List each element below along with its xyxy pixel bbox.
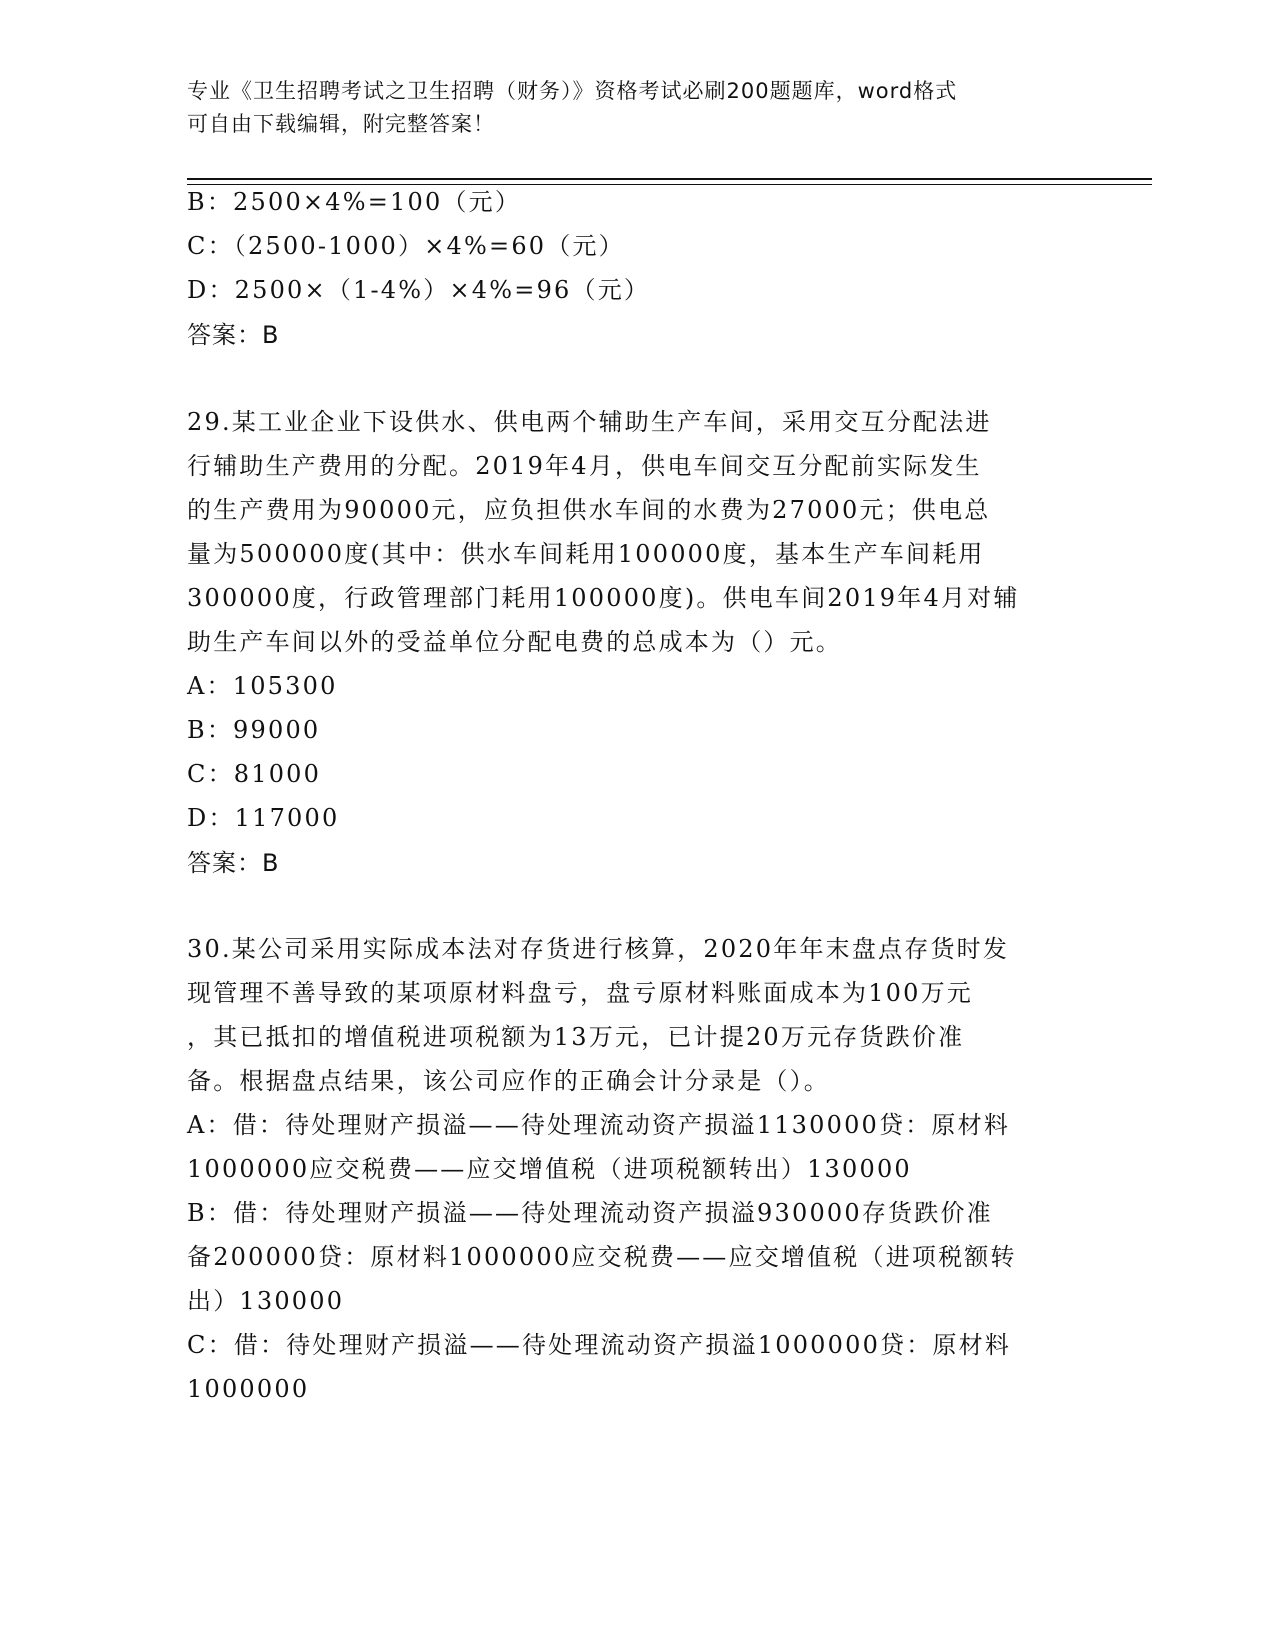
q29-option-d: D：117000 (187, 804, 340, 832)
q29-stem-line: 的生产费用为90000元，应负担供水车间的水费为27000元；供电总 (187, 496, 991, 524)
q28-option-b: B：2500×4%=100（元） (187, 188, 522, 216)
q30-stem-line: 30.某公司采用实际成本法对存货进行核算，2020年年末盘点存货时发 (187, 935, 1010, 963)
q30-stem-line: 现管理不善导致的某项原材料盘亏，盘亏原材料账面成本为100万元 (187, 979, 974, 1007)
q30-option-c: C：借：待处理财产损溢——待处理流动资产损溢1000000贷：原材料 (187, 1331, 1012, 1359)
header-line-2: 可自由下载编辑，附完整答案！ (187, 112, 495, 136)
document-header (187, 75, 1087, 141)
q29-stem-line: 300000度，行政管理部门耗用100000度)。供电车间2019年4月对辅 (187, 584, 1020, 612)
q28-option-d: D：2500×（1-4%）×4%=96（元） (187, 276, 651, 304)
q29-stem-line: 29.某工业企业下设供水、供电两个辅助生产车间，采用交互分配法进 (187, 408, 992, 436)
q30-option-b-cont: 备200000贷：原材料1000000应交税费——应交增值税（进项税额转 (187, 1243, 1017, 1271)
q30-option-b-cont: 出）130000 (187, 1287, 345, 1315)
q30-stem-line: 备。根据盘点结果，该公司应作的正确会计分录是（）。 (187, 1067, 830, 1095)
q30-option-b: B：借：待处理财产损溢——待处理流动资产损溢930000存货跌价准 (187, 1199, 993, 1227)
q30-option-a-cont: 1000000应交税费——应交增值税（进项税额转出）130000 (187, 1155, 912, 1183)
q30-option-a: A：借：待处理财产损溢——待处理流动资产损溢1130000贷：原材料 (187, 1111, 1011, 1139)
q30-option-c-cont: 1000000 (187, 1375, 310, 1403)
q28-answer: 答案：B (187, 321, 280, 349)
q30-stem-line: ，其已抵扣的增值税进项税额为13万元，已计提20万元存货跌价准 (187, 1023, 965, 1051)
q29-option-a: A：105300 (187, 672, 338, 700)
q29-option-b: B：99000 (187, 716, 321, 744)
q29-stem-line: 量为500000度(其中：供水车间耗用100000度，基本生产车间耗用 (187, 540, 985, 568)
q29-option-c: C：81000 (187, 760, 322, 788)
q29-answer: 答案：B (187, 849, 280, 877)
q29-stem-line: 行辅助生产费用的分配。2019年4月，供电车间交互分配前实际发生 (187, 452, 982, 480)
header-rule-thick (187, 178, 1152, 180)
header-line-1: 专业《卫生招聘考试之卫生招聘（财务）》资格考试必刷200题题库，word格式 (187, 79, 958, 103)
q29-stem-line: 助生产车间以外的受益单位分配电费的总成本为（）元。 (187, 628, 842, 656)
q28-option-c: C：（2500-1000）×4%=60（元） (187, 232, 625, 260)
